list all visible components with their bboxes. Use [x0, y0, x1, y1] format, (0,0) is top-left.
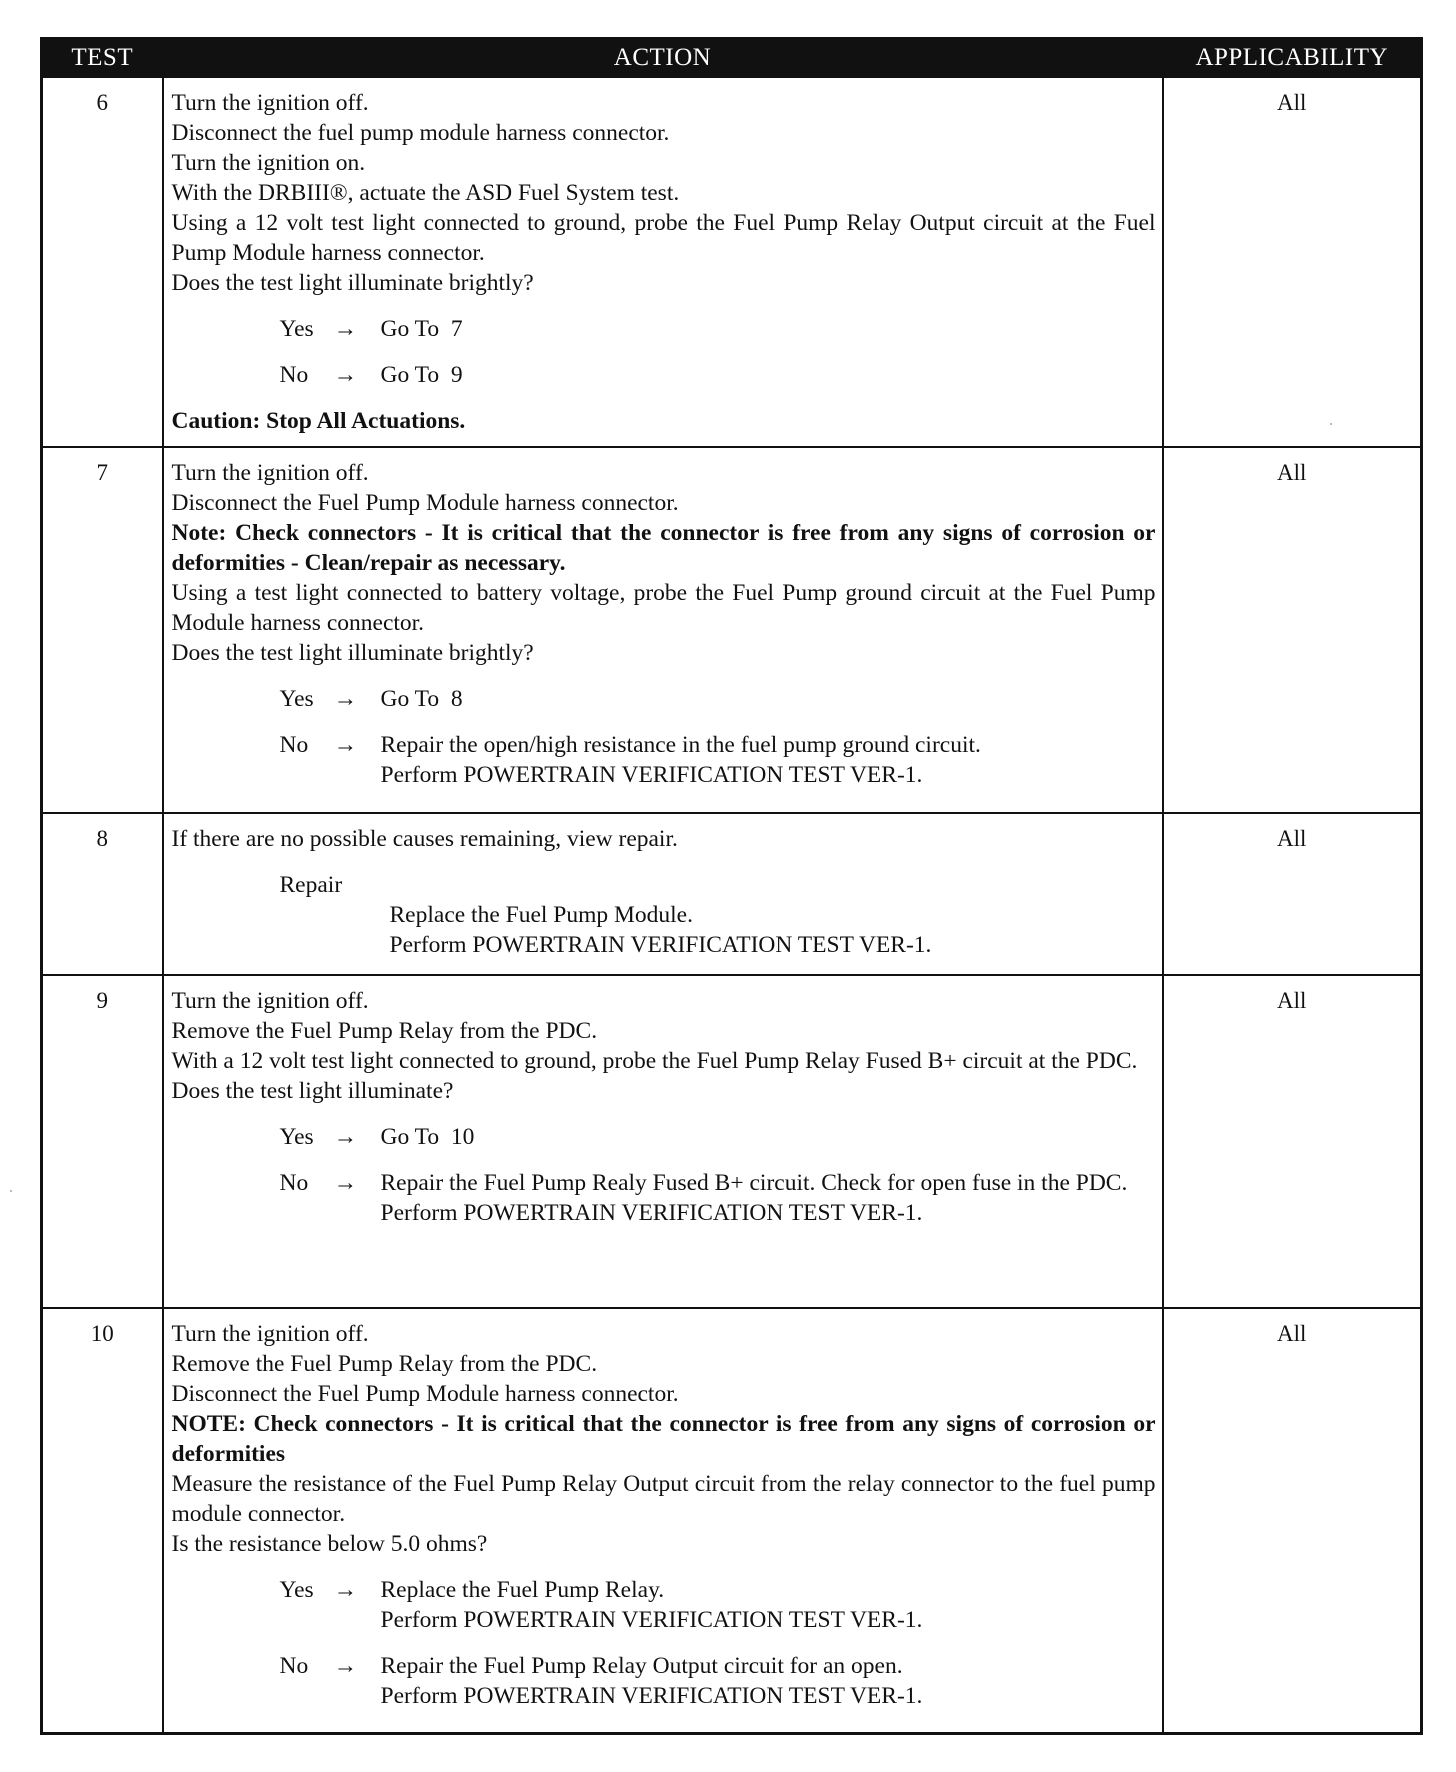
action-line: With a 12 volt test light connected to ground, probe the Fuel Pump Relay Fused B+ circuit at the PDC.	[171, 1048, 1138, 1074]
test-number: 8	[42, 813, 163, 975]
test-number: 7	[42, 447, 163, 813]
test-action	[163, 813, 1163, 975]
applicability-value: All	[1163, 77, 1422, 447]
action-line: Turn the ignition off.	[171, 90, 369, 116]
action-line: Does the test light illuminate?	[171, 1078, 454, 1104]
test-action	[163, 77, 1163, 447]
test-number: 10	[42, 1308, 163, 1733]
action-line: Turn the ignition off.	[171, 988, 369, 1014]
test-row-7	[42, 447, 1422, 813]
action-line: Disconnect the fuel pump module harness connector.	[171, 120, 670, 146]
no-label: No	[279, 1653, 309, 1679]
test-number: 6	[42, 77, 163, 447]
yes-label: Yes	[279, 1124, 314, 1150]
action-line: Turn the ignition off.	[171, 460, 369, 486]
action-line: Does the test light illuminate brightly?	[171, 270, 534, 296]
repair-text: Replace the Fuel Pump Module.	[389, 902, 693, 928]
yes-branch	[280, 314, 1156, 344]
action-line: Disconnect the Fuel Pump Module harness connector.	[171, 1381, 679, 1407]
branch-text: Go To 9	[380, 362, 463, 388]
branch-text: Go To 8	[380, 686, 463, 712]
branch-text: Perform POWERTRAIN VERIFICATION TEST VER-1.	[380, 762, 923, 788]
action-line: Turn the ignition on.	[171, 150, 366, 176]
test-action	[163, 1308, 1163, 1733]
action-line: Does the test light illuminate brightly?	[171, 640, 534, 666]
branch-text: Repair the Fuel Pump Relay Output circuit for an open.	[380, 1653, 903, 1679]
action-line: Disconnect the Fuel Pump Module harness connector.	[171, 490, 679, 516]
arrow-icon: →	[333, 1124, 357, 1150]
action-line: Using a 12 volt test light connected to ground, probe the Fuel Pump Relay Output circuit at the Fuel Pump Module harness connector.	[171, 210, 1156, 266]
table-header-row	[42, 39, 1422, 78]
no-label: No	[279, 732, 309, 758]
caution-text: Caution: Stop All Actuations.	[171, 408, 466, 434]
arrow-icon: →	[333, 316, 357, 342]
branch-text: Repair the Fuel Pump Realy Fused B+ circuit. Check for open fuse in the PDC.	[380, 1170, 1128, 1196]
test-action	[163, 447, 1163, 813]
applicability-value: All	[1163, 447, 1422, 813]
action-line: Is the resistance below 5.0 ohms?	[171, 1531, 488, 1557]
arrow-icon: →	[333, 686, 357, 712]
arrow-icon: →	[333, 362, 357, 388]
applicability-value: All	[1163, 813, 1422, 975]
arrow-icon: →	[333, 1577, 357, 1603]
applicability-value: All	[1163, 1308, 1422, 1733]
no-branch	[280, 1168, 1156, 1228]
test-row-6	[42, 77, 1422, 447]
branch-text: Perform POWERTRAIN VERIFICATION TEST VER-1.	[380, 1607, 923, 1633]
arrow-icon: →	[333, 1170, 357, 1196]
no-label: No	[279, 1170, 309, 1196]
branch-text: Perform POWERTRAIN VERIFICATION TEST VER-1.	[380, 1683, 923, 1709]
action-line: Remove the Fuel Pump Relay from the PDC.	[171, 1351, 598, 1377]
scan-speck	[10, 1190, 12, 1192]
yes-branch	[280, 1122, 1156, 1152]
test-row-10	[42, 1308, 1422, 1733]
test-action	[163, 975, 1163, 1308]
applicability-value: All	[1163, 975, 1422, 1308]
arrow-icon: →	[333, 732, 357, 758]
note-text: NOTE: Check connectors - It is critical that the connector is free from any signs of corrosion or deformities	[171, 1411, 1156, 1467]
no-branch	[280, 1651, 1156, 1711]
repair-label: Repair	[279, 872, 343, 898]
yes-branch	[280, 684, 1156, 714]
test-row-8	[42, 813, 1422, 975]
action-line: Turn the ignition off.	[171, 1321, 369, 1347]
diagnostic-test-table	[40, 37, 1423, 1735]
repair-text: Perform POWERTRAIN VERIFICATION TEST VER-1.	[389, 932, 932, 958]
branch-text: Repair the open/high resistance in the fuel pump ground circuit.	[380, 732, 981, 758]
header-test: TEST	[42, 39, 163, 78]
arrow-icon: →	[333, 1653, 357, 1679]
branch-text: Replace the Fuel Pump Relay.	[380, 1577, 665, 1603]
header-action: ACTION	[163, 39, 1163, 78]
note-text: Note: Check connectors - It is critical that the connector is free from any signs of corrosion or deformities - Clean/repair as necessary.	[171, 520, 1156, 576]
no-branch	[280, 360, 1156, 390]
test-row-9	[42, 975, 1422, 1308]
branch-text: Go To 7	[380, 316, 463, 342]
yes-label: Yes	[279, 686, 314, 712]
action-line: Measure the resistance of the Fuel Pump Relay Output circuit from the relay connector to the fuel pump module connector.	[171, 1471, 1156, 1527]
branch-text: Go To 10	[380, 1124, 475, 1150]
no-branch	[280, 730, 1156, 790]
no-label: No	[279, 362, 309, 388]
yes-label: Yes	[279, 1577, 314, 1603]
action-line: With the DRBIII®, actuate the ASD Fuel System test.	[171, 180, 680, 206]
action-line: Using a test light connected to battery voltage, probe the Fuel Pump ground circuit at the Fuel Pump Module harness connector.	[171, 580, 1156, 636]
scan-speck	[1330, 423, 1332, 425]
action-line: Remove the Fuel Pump Relay from the PDC.	[171, 1018, 598, 1044]
branch-text: Perform POWERTRAIN VERIFICATION TEST VER-1.	[380, 1200, 923, 1226]
yes-branch	[280, 1575, 1156, 1635]
yes-label: Yes	[279, 316, 314, 342]
action-line: If there are no possible causes remaining, view repair.	[171, 826, 678, 852]
test-number: 9	[42, 975, 163, 1308]
header-applicability: APPLICABILITY	[1163, 39, 1422, 78]
